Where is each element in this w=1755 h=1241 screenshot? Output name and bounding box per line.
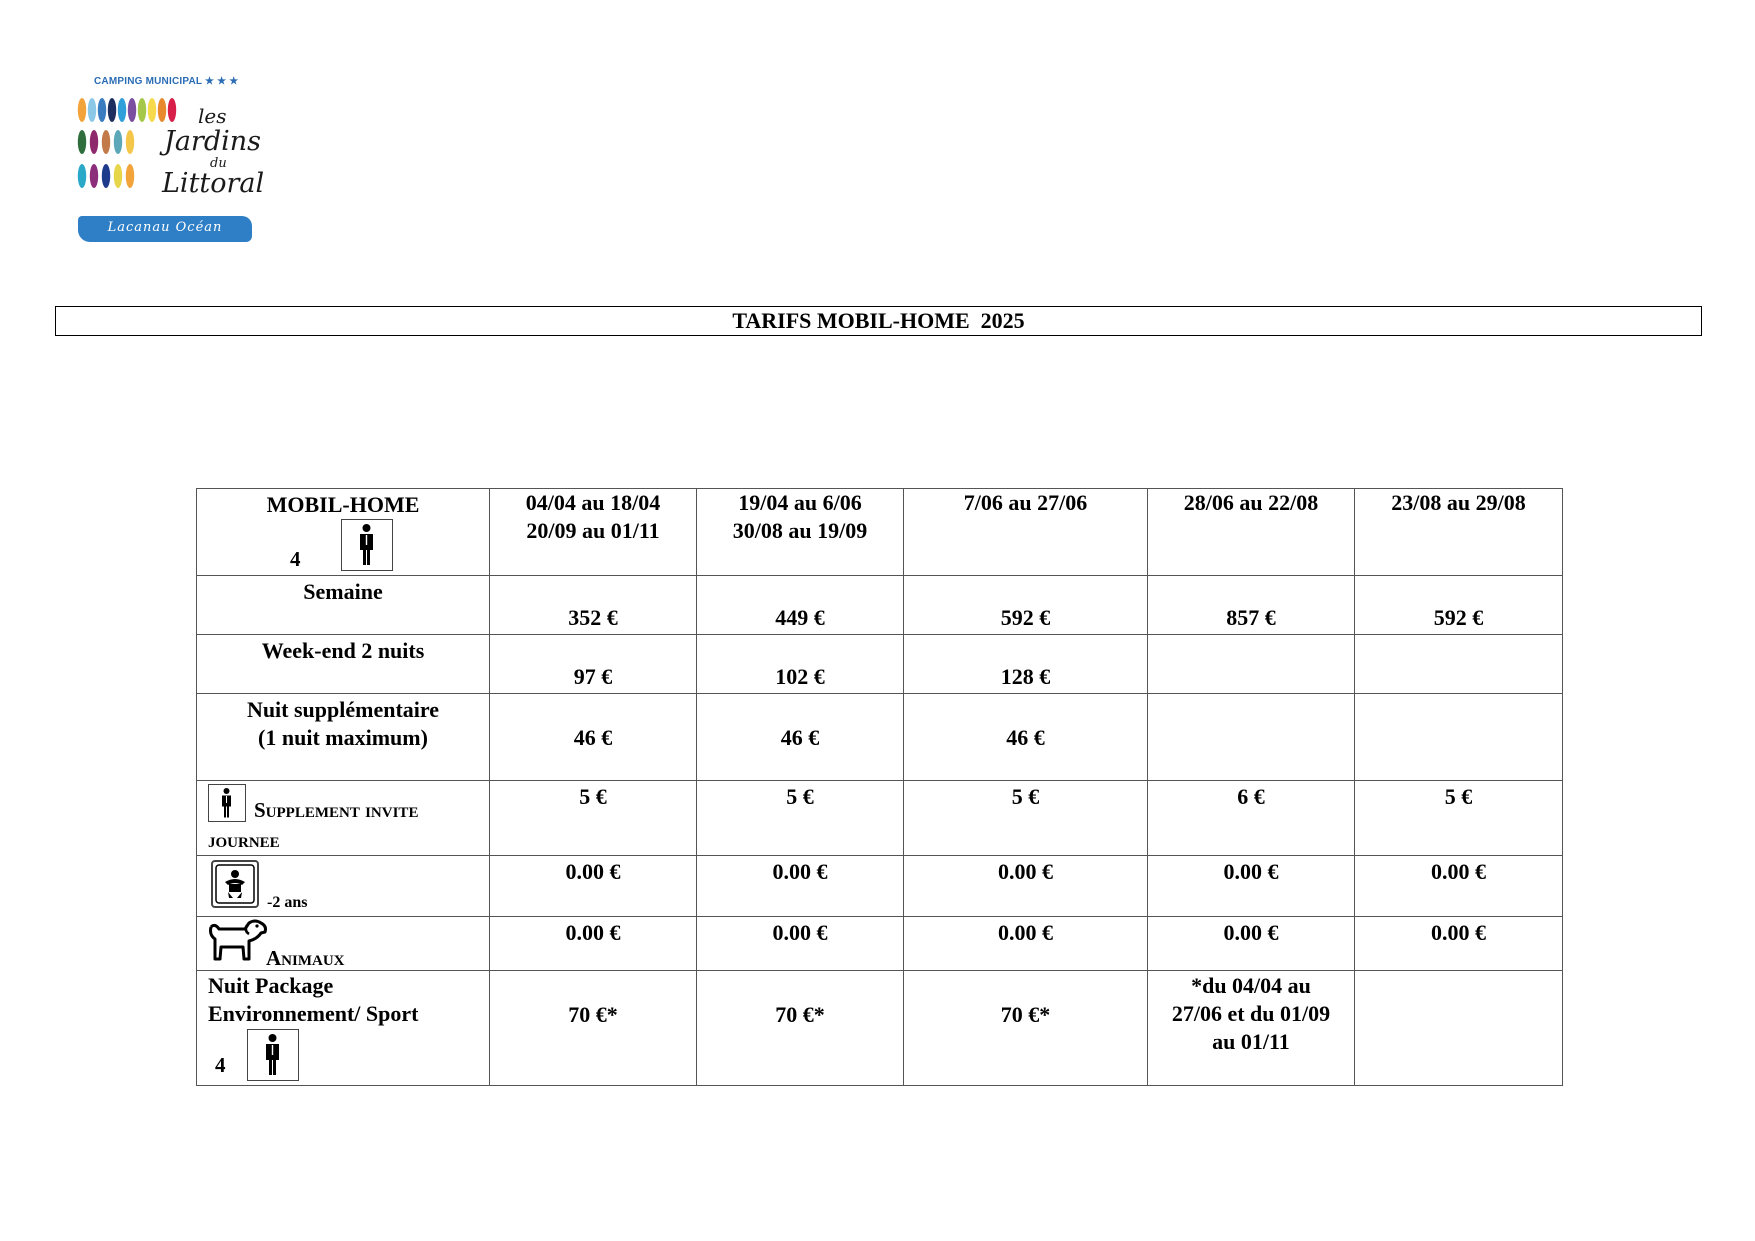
logo-leaf — [98, 98, 106, 122]
period-header-5: 23/08 au 29/08 — [1355, 489, 1563, 576]
price-cell: 0.00 € — [1355, 917, 1563, 971]
logo-top-text: CAMPING MUNICIPAL ★ ★ ★ — [94, 76, 239, 87]
price-cell: 97 € — [490, 635, 697, 694]
price-cell: 128 € — [904, 635, 1148, 694]
row-label-animaux: Animaux — [197, 917, 490, 971]
capacity-number: 4 — [290, 547, 301, 571]
price-cell: 0.00 € — [904, 917, 1148, 971]
price-cell: 449 € — [697, 576, 904, 635]
price-cell: 102 € — [697, 635, 904, 694]
package-note-cell: *du 04/04 au 27/06 et du 01/09 au 01/11 — [1148, 971, 1355, 1086]
logo-name-du: du — [210, 156, 227, 171]
period-header-4: 28/06 au 22/08 — [1148, 489, 1355, 576]
dog-icon — [207, 917, 267, 973]
row-label-nuit-supplementaire: Nuit supplémentaire (1 nuit maximum) — [197, 694, 490, 781]
logo-leaf — [78, 98, 86, 122]
logo-leaf — [78, 164, 86, 188]
logo-name-jardins: Jardins — [164, 126, 261, 157]
baby-icon — [211, 860, 259, 908]
table-row-package — [197, 971, 1563, 1086]
logo-name-les: les — [198, 104, 227, 128]
price-cell: 0.00 € — [697, 856, 904, 917]
price-cell: 857 € — [1148, 576, 1355, 635]
header-label: MOBIL-HOME — [266, 492, 420, 517]
logo-leaf — [102, 164, 110, 188]
table-row-nuit-supplementaire — [197, 694, 1563, 781]
price-cell: 5 € — [490, 781, 697, 856]
table-row-supplement-invite — [197, 781, 1563, 856]
price-cell: 0.00 € — [1148, 856, 1355, 917]
table-row-bebe — [197, 856, 1563, 917]
logo-leaf — [90, 130, 98, 154]
logo-leaf — [88, 98, 96, 122]
logo-leaf — [128, 98, 136, 122]
person-icon — [208, 784, 246, 822]
logo-leaf — [114, 164, 122, 188]
rates-table — [196, 488, 1563, 1086]
price-cell: 5 € — [904, 781, 1148, 856]
header-label-cell — [197, 489, 490, 576]
logo-banner — [78, 216, 252, 242]
logo-leaf — [126, 130, 134, 154]
price-cell: 46 € — [490, 694, 697, 781]
price-cell: 0.00 € — [1355, 856, 1563, 917]
price-cell — [1148, 635, 1355, 694]
table-row-weekend — [197, 635, 1563, 694]
table-row-semaine — [197, 576, 1563, 635]
person-icon — [341, 519, 393, 571]
logo-leaf — [118, 98, 126, 122]
price-cell: 0.00 € — [490, 917, 697, 971]
row-label-weekend: Week-end 2 nuits — [197, 635, 490, 694]
table-header-row — [197, 489, 1563, 576]
price-cell: 0.00 € — [904, 856, 1148, 917]
period-header-2: 19/04 au 6/06 30/08 au 19/09 — [697, 489, 904, 576]
period-header-3: 7/06 au 27/06 — [904, 489, 1148, 576]
price-cell: 5 € — [1355, 781, 1563, 856]
logo-leaf — [78, 130, 86, 154]
logo-name — [148, 102, 266, 212]
row-label-supplement-invite: Supplement invite journee — [197, 781, 490, 856]
page-title: TARIFS MOBIL-HOME 2025 — [732, 308, 1025, 333]
price-cell: 592 € — [904, 576, 1148, 635]
price-cell: 5 € — [697, 781, 904, 856]
row-label-bebe: -2 ans — [197, 856, 490, 917]
period-header-1: 04/04 au 18/04 20/09 au 01/11 — [490, 489, 697, 576]
price-cell: 46 € — [904, 694, 1148, 781]
logo-leaf — [138, 98, 146, 122]
row-label-package: Nuit Package Environnement/ Sport 4 — [197, 971, 490, 1086]
price-cell: 0.00 € — [1148, 917, 1355, 971]
price-cell — [1148, 694, 1355, 781]
logo-leaf — [90, 164, 98, 188]
logo-name-littoral: Littoral — [162, 168, 265, 199]
row-label-semaine: Semaine — [197, 576, 490, 635]
capacity-number: 4 — [215, 1053, 226, 1077]
price-cell: 70 €* — [697, 971, 904, 1086]
logo-leaf — [126, 164, 134, 188]
price-cell: 70 €* — [904, 971, 1148, 1086]
price-cell: 352 € — [490, 576, 697, 635]
logo-leaf — [102, 130, 110, 154]
camping-logo — [76, 72, 266, 250]
price-cell — [1355, 694, 1563, 781]
price-cell: 592 € — [1355, 576, 1563, 635]
logo-banner-text: Lacanau Océan — [107, 220, 223, 235]
price-cell: 70 €* — [490, 971, 697, 1086]
table-row-animaux — [197, 917, 1563, 971]
price-cell — [1355, 635, 1563, 694]
logo-leaf — [108, 98, 116, 122]
price-cell: 0.00 € — [490, 856, 697, 917]
title-box — [55, 306, 1702, 336]
price-cell: 0.00 € — [697, 917, 904, 971]
price-cell: 6 € — [1148, 781, 1355, 856]
price-cell: 46 € — [697, 694, 904, 781]
empty-cell — [1355, 971, 1563, 1086]
logo-leaf — [114, 130, 122, 154]
person-icon — [247, 1029, 299, 1081]
